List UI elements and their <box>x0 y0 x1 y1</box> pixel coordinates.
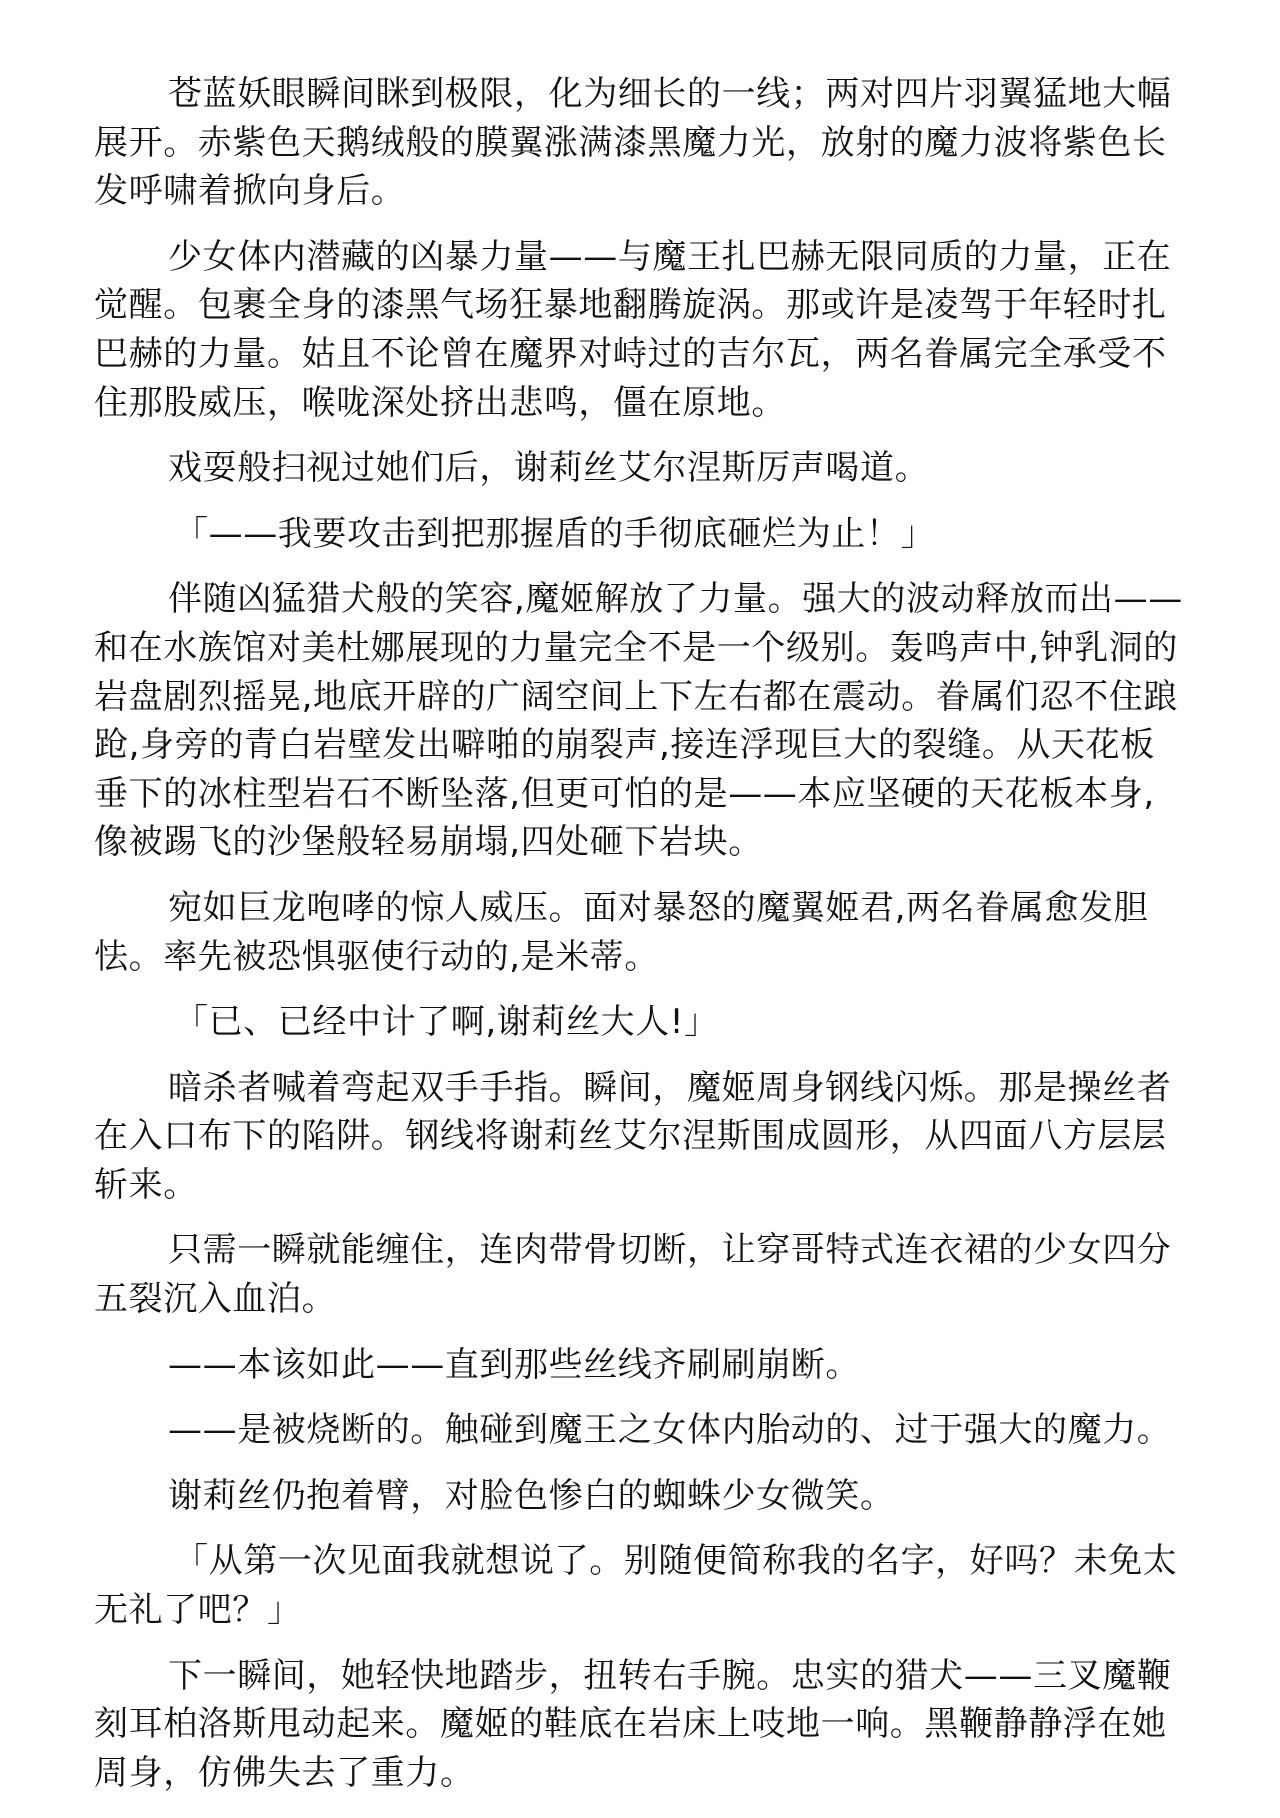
paragraph: 谢莉丝仍抱着臂，对脸色惨白的蜘蛛少女微笑。 <box>168 1475 895 1516</box>
dialogue-paragraph: 「——我要攻击到把那握盾的手彻底砸烂为止！」 <box>174 513 936 554</box>
paragraph: 少女体内潜藏的凶暴力量——与魔王扎巴赫无限同质的力量，正在觉醒。包裹全身的漆黑气场狂暴地翻腾旋涡。那或许是凌驾于年轻时扎巴赫的力量。姑且不论曾在魔界对峙过的吉尔瓦，两名眷属完全承受不住那股威压，喉咙深处挤出悲鸣，僵在原地。 <box>94 236 1172 423</box>
paragraph: 苍蓝妖眼瞬间眯到极限，化为细长的一线；两对四片羽翼猛地大幅展开。赤紫色天鹅绒般的膜翼涨满漆黑魔力光，放射的魔力波将紫色长发呼啸着掀向身后。 <box>94 74 1172 212</box>
paragraph: 只需一瞬就能缠住，连肉带骨切断，让穿哥特式连衣裙的少女四分五裂沉入血泊。 <box>94 1230 1172 1320</box>
paragraph: 下一瞬间，她轻快地踏步，扭转右手腕。忠实的猎犬——三叉魔鞭刻耳柏洛斯甩动起来。魔姬的鞋底在岩床上吱地一响。黑鞭静静浮在她周身，仿佛失去了重力。 <box>94 1655 1172 1793</box>
paragraph: 伴随凶猛猎犬般的笑容,魔姬解放了力量。强大的波动释放而出——和在水族馆对美杜娜展现的力量完全不是一个级别。轰鸣声中,钟乳洞的岩盘剧烈摇晃,地底开辟的广阔空间上下左右都在震动。眷属们忍不住踉跄,身旁的青白岩壁发出噼啪的崩裂声,接连浮现巨大的裂缝。从天花板垂下的冰柱型岩石不断坠落,但更可怕的是——本应坚硬的天花板本身,像被踢飞的沙堡般轻易崩塌,四处砸下岩块。 <box>94 579 1183 863</box>
dialogue-paragraph: 「从第一次见面我就想说了。别随便简称我的名字，好吗？未免太无礼了吧？」 <box>94 1541 1178 1631</box>
paragraph: ——是被烧断的。触碰到魔王之女体内胎动的、过于强大的魔力。 <box>168 1410 1172 1451</box>
dialogue-paragraph: 「已、已经中计了啊,谢莉丝大人!」 <box>174 1002 719 1043</box>
paragraph: 戏耍般扫视过她们后，谢莉丝艾尔涅斯厉声喝道。 <box>168 448 930 489</box>
paragraph: 宛如巨龙咆哮的惊人威压。面对暴怒的魔翼姬君,两名眷属愈发胆怯。率先被恐惧驱使行动的,是米蒂。 <box>94 887 1149 977</box>
paragraph: ——本该如此——直到那些丝线齐刷刷崩断。 <box>168 1344 860 1385</box>
document-body <box>94 70 1186 1814</box>
paragraph: 暗杀者喊着弯起双手手指。瞬间，魔姬周身钢线闪烁。那是操丝者在入口布下的陷阱。钢线将谢莉丝艾尔涅斯围成圆形，从四面八方层层斩来。 <box>94 1067 1172 1205</box>
